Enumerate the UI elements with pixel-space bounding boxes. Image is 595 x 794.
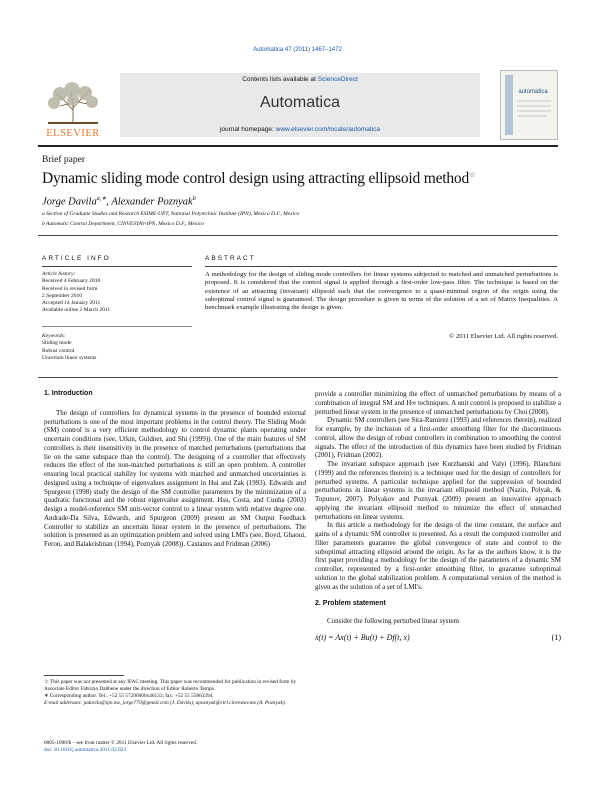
footnote: ☆ This paper was not presented at any IFAC meeting. This paper was recommended for publication in revised form by Associate Editor Fabrizio Dabbene under the direction of Editor Roberto Tempo. bbox=[44, 679, 297, 692]
title-footnote-mark[interactable]: ☆ bbox=[469, 170, 476, 179]
journal-masthead bbox=[38, 70, 558, 140]
affiliation-b: b Automatic Control Department, CINVESTAV-IPN, Mexico D.F., Mexico bbox=[42, 221, 205, 227]
footnote-rule bbox=[44, 675, 124, 676]
article-type: Brief paper bbox=[42, 155, 85, 165]
abstract-bottom-rule bbox=[38, 377, 558, 378]
abstract-heading: ABSTRACT bbox=[205, 255, 256, 262]
paragraph: The design of controllers for dynamical systems in the presence of bounded external perturbations is one of the most important problems in the control theory. The Sliding Mode (SM) control is a very efficient methodology to control dynamic plants operating under uncertain conditions (see, Utkin, Guldner, and Shi (1999)). One of the main features of SM controllers is their insensitivity in the presence of matched perturbations (perturbations that lie on the same subspace than the control). The designing of a controller that effectively reduces the effect of the non-matched perturbations is still an open problem. A controller ensuring local practical stability for systems with matched and unmatched uncertainties is designed using a technique of eigenvalues assignment in Hui and Zak (1993). Edwards and Spurgeon (1998) study the design of the SM controller parameters by the minimization of a quadratic functional and the robust eigenvalue assignment. Hsu, Costa, and Cunha (2003) design a model-reference SM unit-vector control to a linear system with relative degree one. Andrade-Da Silva, Edwards, and Spurgeon (2009) present an SM Output Feedback Controller to stabilize an uncertain linear system in the presence of perturbations. The solution is presented as an optimization problem and solved using LMI's (see, Boyd, Ghaoui, Feron, and Balakrishnan (1994), Poznyak (2008)). Castanos and Fridman (2006) bbox=[44, 408, 306, 548]
issn-line: 0005-1098/$ – see front matter © 2011 Elsevier Ltd. All rights reserved. bbox=[44, 740, 198, 746]
keyword: Sliding mode bbox=[42, 340, 72, 347]
footnote: ∗ Corresponding author. Tel.: +52 55 57296000x46133; fax: +52 55 55863394. bbox=[44, 692, 214, 699]
history-item: Available online 2 March 2011 bbox=[42, 307, 111, 314]
section-heading: 2. Problem statement bbox=[315, 600, 386, 608]
article-history bbox=[42, 271, 192, 315]
homepage-link[interactable]: www.elsevier.com/locate/automatica bbox=[275, 126, 381, 133]
paragraph: provide a controller minimizing the effect of unmatched perturbations by means of a combination of integral SM and H∞ techniques. A unit control is proposed to stabilize a perturbed linear system in the presence of unmatched perturbations by Choi (2008). bbox=[315, 390, 561, 416]
info-divider bbox=[42, 326, 192, 327]
equation-1 bbox=[315, 634, 561, 643]
body-column-left bbox=[44, 390, 306, 549]
masthead-rule bbox=[38, 145, 558, 147]
paragraph: In this article a methodology for the design of the time constant, the surface and gains of a dynamic SM controller is presented. As a result the computed controller and filter parameters guarantee the global convergence of state and control to the suboptimal attracting ellipsoid around the origin. As far as the authors know, it is the first paper providing a methodology for the design of the parameters of a dynamic SM controller, represented by a first-order smoothing filter, to guarantee suboptimal solution to the global stabilization problem. A computational version of the method is given as the solution of a set of LMI's. bbox=[315, 521, 561, 591]
journal-title: Automatica bbox=[259, 94, 341, 111]
history-item: Accepted 14 January 2011 bbox=[42, 300, 101, 307]
keyword: Robust control bbox=[42, 347, 75, 354]
header-rule bbox=[38, 235, 558, 236]
sciencedirect-link[interactable]: ScienceDirect bbox=[317, 76, 358, 83]
keywords-label: Keywords: bbox=[42, 333, 66, 339]
author-name[interactable]: Alexander Poznyak bbox=[111, 196, 193, 208]
history-item: Received 4 February 2010 bbox=[42, 278, 101, 285]
equation-number: (1) bbox=[551, 632, 561, 642]
article-info-heading: ARTICLE INFO bbox=[42, 255, 111, 262]
cover-title: automatica bbox=[518, 89, 548, 95]
keyword: Uncertain linear systems bbox=[42, 354, 97, 361]
contents-prefix: Contents lists available at bbox=[242, 76, 318, 83]
contents-available bbox=[120, 76, 480, 83]
abstract-text: A methodology for the design of sliding mode controllers for linear systems subjected to matched and unmatched perturbations is proposed. It is considered that the control signal is applied through a first-order low-pass filter. The technique is based on the existence of an attracting (invariant) ellipsoid such that the convergence to a quasi-minimal region of the origin using the suboptimal control signal is guaranteed. The design procedure is given in terms of the solution of a set of Matrix Inequalities. A benchmark example illustrating the design is given. bbox=[205, 271, 558, 312]
body-column-right bbox=[315, 390, 561, 643]
homepage-prefix: journal homepage: bbox=[219, 126, 276, 133]
footnotes bbox=[44, 679, 306, 707]
paragraph: The invariant subspace approach (see Kurzhanski and Valyi (1996), Blanchini (1999) and the references therein) is a technique used for the design of controllers for perturbed systems. A particular technique applied for the suppression of bounded perturbations in linear systems is the invariant ellipsoid method (Nazin, Polyak, & Topunov, 2007). Polyakov and Poznyak (2009) present an innovative approach applying the invariant ellipsoid method to minimize the effect of unmatched perturbations on linear systems. bbox=[315, 460, 561, 521]
info-rule bbox=[42, 266, 192, 267]
elsevier-logo[interactable] bbox=[38, 76, 108, 138]
article-title bbox=[42, 170, 562, 188]
journal-cover-image[interactable] bbox=[500, 70, 558, 140]
journal-homepage bbox=[120, 126, 480, 133]
author-name[interactable]: Jorge Davila bbox=[42, 196, 97, 208]
article-footer bbox=[44, 740, 306, 754]
author-affiliation-mark[interactable]: a,∗ bbox=[96, 196, 107, 202]
history-item: Received in revised form bbox=[42, 285, 98, 292]
paragraph: Consider the following perturbed linear system bbox=[327, 617, 459, 625]
section-heading: 1. Introduction bbox=[44, 390, 93, 397]
equation-expression: ẋ(t) = Ax(t) + Bu(t) + Df(t, x) bbox=[315, 632, 410, 642]
doi-link[interactable]: doi: 10.1016/j.automatica.2011.02.023 bbox=[44, 747, 126, 753]
paragraph: Dynamic SM controllers (see Sira-Ramirez (1993) and references therein), realized for example, by the inclusion of a first-order smoothing filter for the discontinuous control, allow the design of robust controllers in combination to smoothing the control signals. The effect of the introduction of this dynamics have been studied by Fridman (2001), Fridman (2002). bbox=[315, 416, 561, 460]
article-title-text: Dynamic sliding mode control design using attracting ellipsoid method bbox=[42, 170, 470, 187]
abstract-rule bbox=[205, 266, 557, 267]
author-list: Jorge Davila$^{a,∗}$, Alexander Poznyak$^b$ bbox=[42, 196, 196, 208]
copyright: © 2011 Elsevier Ltd. All rights reserved. bbox=[449, 333, 558, 340]
author-affiliation-mark[interactable]: b bbox=[192, 196, 196, 202]
history-item: 2 September 2010 bbox=[42, 292, 83, 299]
publisher-wordmark: ELSEVIER bbox=[46, 128, 100, 138]
history-label: Article history: bbox=[42, 271, 76, 277]
journal-reference[interactable]: Automatica 47 (2011) 1467–1472 bbox=[253, 47, 342, 53]
email-addresses[interactable]: E-mail addresses: jadavila@ipn.mx, jorge770@gmail.com (J. Davila), apoznyak@ctrl.cinvestav.mx (A. Poznyak). bbox=[44, 699, 286, 706]
keywords bbox=[42, 333, 192, 362]
affiliation-a: a Section of Graduate Studies and Research ESIME-UPT, National Polytechnic Institute (IPN), Mexico D.F., Mexico bbox=[42, 211, 300, 217]
